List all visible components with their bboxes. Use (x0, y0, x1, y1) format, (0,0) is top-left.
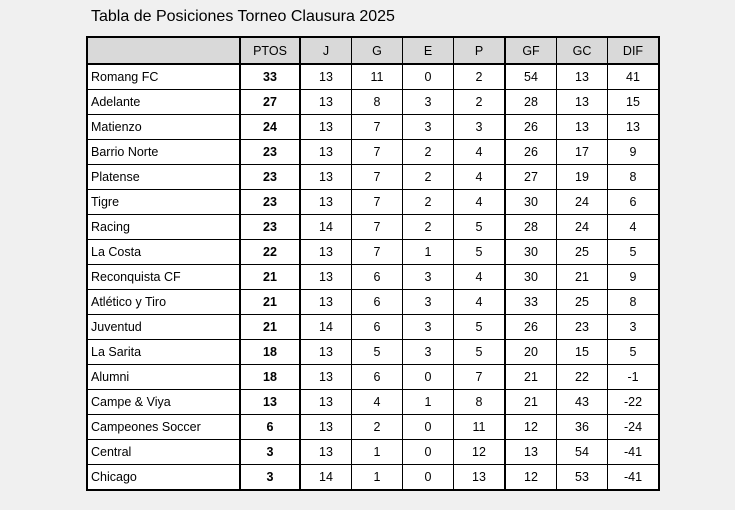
cell-pts: 23 (240, 215, 300, 240)
table-body (87, 64, 659, 490)
cell-p: 12 (454, 440, 506, 465)
cell-g: 6 (352, 290, 403, 315)
header-gc: GC (557, 37, 608, 64)
table-row (87, 465, 659, 491)
cell-e: 1 (403, 240, 454, 265)
table-row (87, 290, 659, 315)
cell-g: 11 (352, 64, 403, 90)
cell-g: 7 (352, 140, 403, 165)
cell-team: Chicago (91, 470, 137, 484)
cell-gf: 26 (505, 140, 557, 165)
cell-gc: 13 (557, 64, 608, 90)
cell-e: 0 (403, 365, 454, 390)
cell-p: 7 (454, 365, 506, 390)
cell-e: 3 (403, 115, 454, 140)
cell-dif: 15 (608, 90, 660, 115)
cell-g: 4 (352, 390, 403, 415)
cell-pts: 23 (240, 165, 300, 190)
table-row (87, 215, 659, 240)
cell-pts: 13 (240, 390, 300, 415)
table-row (87, 90, 659, 115)
cell-j: 13 (300, 165, 352, 190)
cell-gf: 26 (505, 115, 557, 140)
table-row (87, 340, 659, 365)
cell-j: 13 (300, 90, 352, 115)
cell-gc: 54 (557, 440, 608, 465)
header-gf: GF (505, 37, 557, 64)
header-pts: PTOS (240, 37, 300, 64)
table-row (87, 390, 659, 415)
table-row (87, 64, 659, 90)
table-row (87, 415, 659, 440)
cell-e: 2 (403, 165, 454, 190)
cell-gf: 27 (505, 165, 557, 190)
cell-pts: 27 (240, 90, 300, 115)
cell-team: Tigre (87, 190, 240, 215)
cell-dif: 8 (608, 165, 660, 190)
table-row (87, 115, 659, 140)
cell-p: 11 (454, 415, 506, 440)
cell-e: 1 (403, 390, 454, 415)
cell-g: 2 (352, 415, 403, 440)
table-row (87, 190, 659, 215)
table-row (87, 440, 659, 465)
cell-pts: 22 (240, 240, 300, 265)
cell-gc: 19 (557, 165, 608, 190)
cell-dif: 4 (608, 215, 660, 240)
cell-j: 13 (300, 365, 352, 390)
cell-gf: 54 (505, 64, 557, 90)
cell-gc: 24 (557, 190, 608, 215)
cell-gc: 25 (557, 290, 608, 315)
cell-g: 7 (352, 115, 403, 140)
cell-dif: 8 (608, 290, 660, 315)
cell-dif: 3 (608, 315, 660, 340)
page-title: Tabla de Posiciones Torneo Clausura 2025 (91, 8, 395, 25)
cell-team: Matienzo (87, 115, 240, 140)
cell-g: 6 (352, 315, 403, 340)
cell-team: Atlético y Tiro (87, 290, 240, 315)
cell-dif: 41 (608, 64, 660, 90)
cell-j: 13 (300, 190, 352, 215)
cell-p: 5 (454, 315, 506, 340)
cell-gc: 15 (557, 340, 608, 365)
cell-gf: 33 (505, 290, 557, 315)
cell-j: 14 (300, 465, 352, 491)
cell-dif: -41 (608, 465, 660, 491)
cell-team: Racing (87, 215, 240, 240)
table-row (87, 365, 659, 390)
table-row (87, 265, 659, 290)
cell-gf: 12 (505, 415, 557, 440)
cell-dif: -22 (608, 390, 660, 415)
cell-e: 2 (403, 190, 454, 215)
table-header (87, 37, 659, 64)
cell-j: 13 (300, 390, 352, 415)
cell-p: 4 (454, 190, 506, 215)
cell-e: 0 (403, 440, 454, 465)
cell-j: 13 (300, 340, 352, 365)
cell-p: 4 (454, 265, 506, 290)
cell-j: 13 (300, 290, 352, 315)
cell-p: 4 (454, 290, 506, 315)
cell-team: Reconquista CF (87, 265, 240, 290)
cell-g: 5 (352, 340, 403, 365)
cell-pts: 23 (240, 190, 300, 215)
cell-j: 13 (300, 440, 352, 465)
cell-gc: 23 (557, 315, 608, 340)
cell-j: 13 (300, 115, 352, 140)
cell-p: 4 (454, 165, 506, 190)
cell-team: Platense (87, 165, 240, 190)
cell-p: 3 (454, 115, 506, 140)
cell-e: 2 (403, 140, 454, 165)
cell-dif: 9 (608, 265, 660, 290)
cell-gc: 53 (557, 465, 608, 491)
cell-j: 13 (300, 415, 352, 440)
cell-gc: 21 (557, 265, 608, 290)
cell-team: La Sarita (87, 340, 240, 365)
cell-j: 13 (300, 140, 352, 165)
cell-gc: 13 (557, 90, 608, 115)
cell-gc: 25 (557, 240, 608, 265)
cell-pts: 33 (240, 64, 300, 90)
cell-pts: 6 (240, 415, 300, 440)
cell-p: 8 (454, 390, 506, 415)
cell-gc: 24 (557, 215, 608, 240)
cell-gc: 17 (557, 140, 608, 165)
cell-e: 3 (403, 340, 454, 365)
cell-gf: 12 (505, 465, 557, 491)
cell-e: 3 (403, 315, 454, 340)
cell-dif: -1 (608, 365, 660, 390)
cell-pts: 21 (240, 315, 300, 340)
cell-team: Barrio Norte (87, 140, 240, 165)
standings-table (86, 36, 660, 491)
cell-pts: 3 (240, 440, 300, 465)
header-g: G (352, 37, 403, 64)
cell-gc: 36 (557, 415, 608, 440)
cell-gf: 30 (505, 190, 557, 215)
cell-p: 4 (454, 140, 506, 165)
cell-team: Campeones Soccer (87, 415, 240, 440)
cell-j: 14 (300, 215, 352, 240)
cell-gf: 21 (505, 390, 557, 415)
cell-p: 13 (454, 465, 506, 491)
table-row (87, 240, 659, 265)
table-row (87, 315, 659, 340)
cell-pts: 21 (240, 265, 300, 290)
cell-g: 1 (352, 465, 403, 491)
cell-gf: 13 (505, 440, 557, 465)
header-p: P (454, 37, 506, 64)
cell-g: 6 (352, 365, 403, 390)
cell-pts: 18 (240, 340, 300, 365)
cell-pts: 21 (240, 290, 300, 315)
cell-e: 0 (403, 415, 454, 440)
cell-g: 7 (352, 215, 403, 240)
cell-pts: 24 (240, 115, 300, 140)
cell-e: 3 (403, 265, 454, 290)
header-e: E (403, 37, 454, 64)
cell-p: 5 (454, 240, 506, 265)
cell-p: 5 (454, 340, 506, 365)
cell-pts: 23 (240, 140, 300, 165)
cell-dif: 13 (608, 115, 660, 140)
cell-g: 7 (352, 240, 403, 265)
cell-gf: 21 (505, 365, 557, 390)
cell-j: 13 (300, 240, 352, 265)
cell-e: 3 (403, 290, 454, 315)
cell-j: 13 (300, 64, 352, 90)
table-row (87, 140, 659, 165)
cell-dif: 5 (608, 340, 660, 365)
cell-dif: 6 (608, 190, 660, 215)
header-row (87, 37, 659, 64)
cell-gc: 43 (557, 390, 608, 415)
cell-gc: 22 (557, 365, 608, 390)
cell-g: 8 (352, 90, 403, 115)
cell-e: 0 (403, 64, 454, 90)
cell-gf: 30 (505, 265, 557, 290)
cell-team: Romang FC (87, 64, 240, 90)
cell-g: 1 (352, 440, 403, 465)
cell-team: Campe & Viya (87, 390, 240, 415)
cell-g: 6 (352, 265, 403, 290)
cell-dif: -41 (608, 440, 660, 465)
cell-dif: 5 (608, 240, 660, 265)
header-team (87, 37, 240, 64)
cell-team: Adelante (87, 90, 240, 115)
cell-team: Juventud (87, 315, 240, 340)
cell-team: Central (87, 440, 240, 465)
cell-j: 13 (300, 265, 352, 290)
cell-e: 2 (403, 215, 454, 240)
cell-g: 7 (352, 165, 403, 190)
header-dif: DIF (608, 37, 660, 64)
cell-team: Alumni (87, 365, 240, 390)
cell-gf: 28 (505, 90, 557, 115)
cell-e: 0 (403, 465, 454, 491)
header-j: J (300, 37, 352, 64)
cell-dif: -24 (608, 415, 660, 440)
cell-pts: 3 (240, 465, 300, 491)
cell-gf: 20 (505, 340, 557, 365)
cell-p: 5 (454, 215, 506, 240)
cell-g: 7 (352, 190, 403, 215)
cell-gf: 30 (505, 240, 557, 265)
cell-p: 2 (454, 64, 506, 90)
cell-pts: 18 (240, 365, 300, 390)
cell-gc: 13 (557, 115, 608, 140)
cell-e: 3 (403, 90, 454, 115)
table-row (87, 165, 659, 190)
cell-team: La Costa (87, 240, 240, 265)
cell-gf: 26 (505, 315, 557, 340)
cell-p: 2 (454, 90, 506, 115)
cell-j: 14 (300, 315, 352, 340)
cell-gf: 28 (505, 215, 557, 240)
cell-dif: 9 (608, 140, 660, 165)
